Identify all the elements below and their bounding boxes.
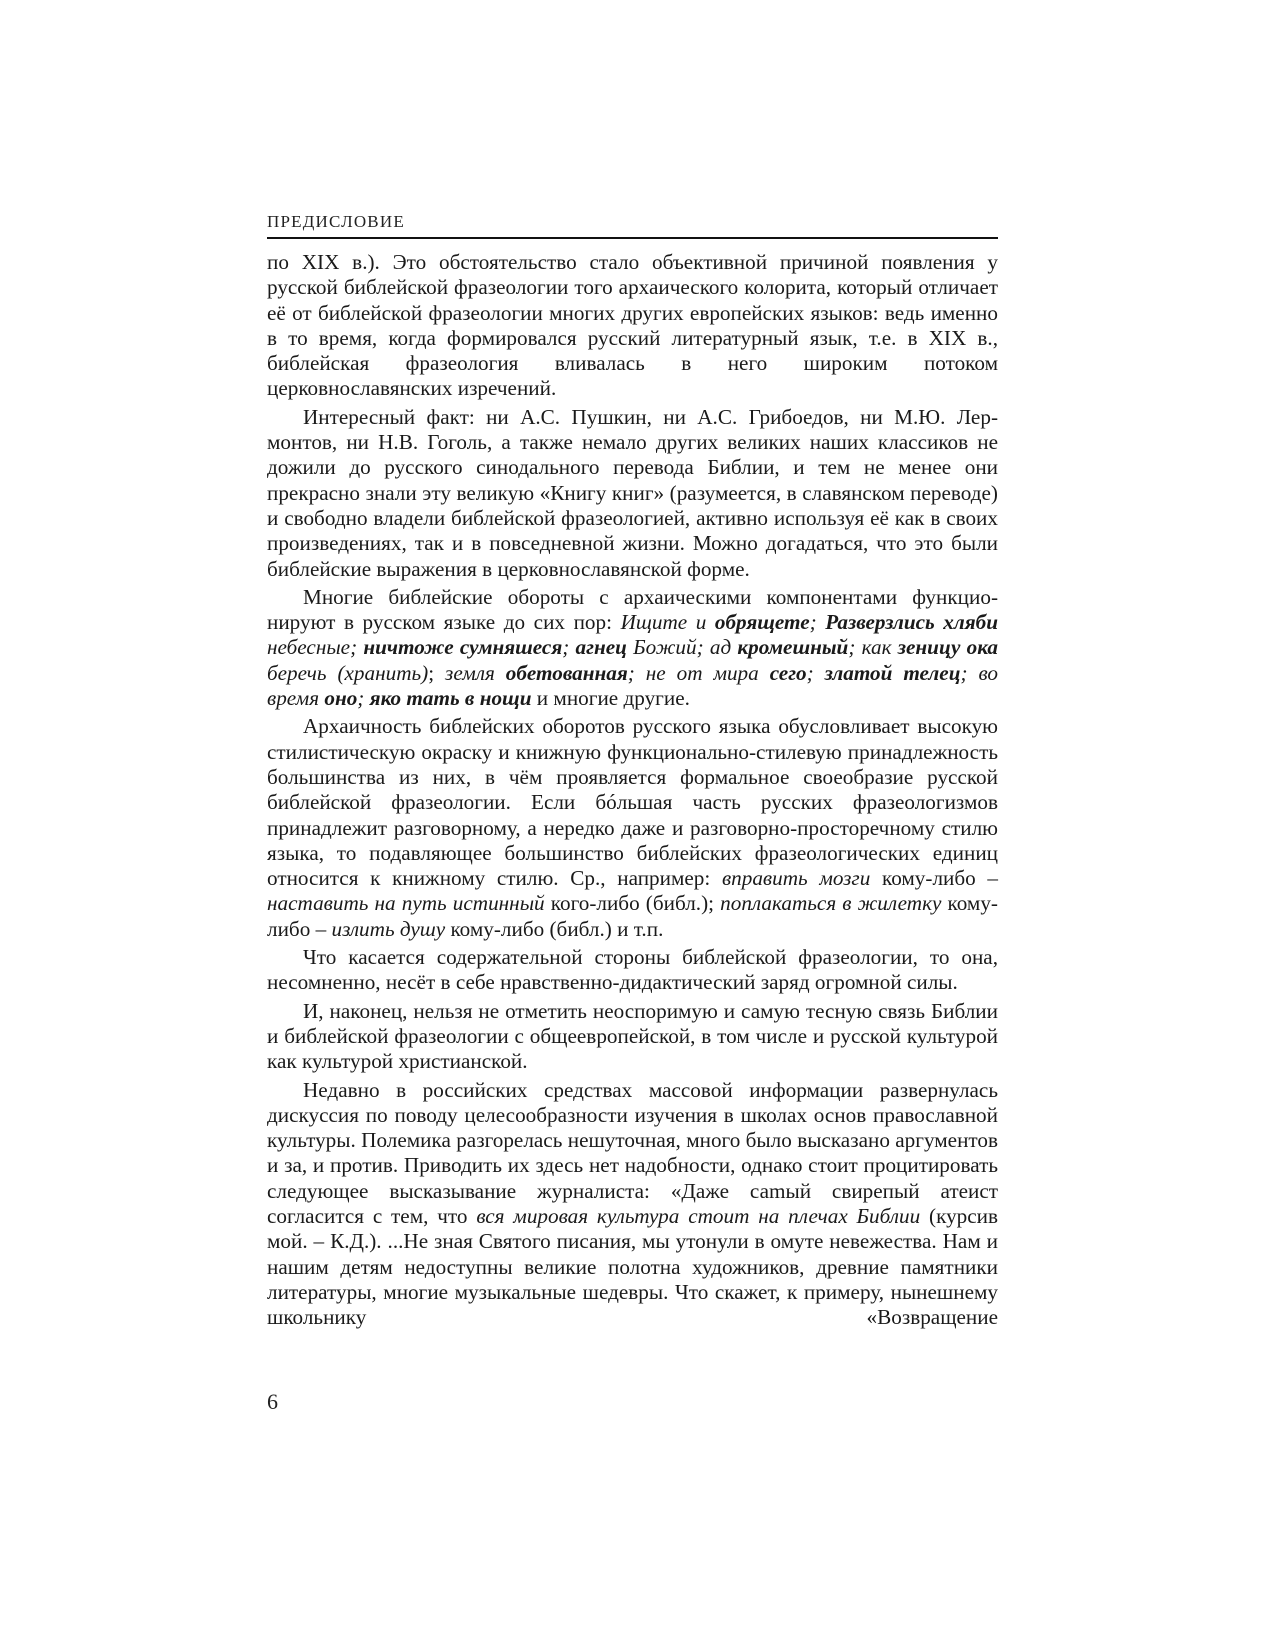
phrase-bold-italic: оно bbox=[324, 686, 358, 711]
phrase-bold-italic: сего bbox=[769, 660, 807, 685]
phrase-bold-italic: златой телец bbox=[824, 660, 961, 685]
paragraph-2: Интересный факт: ни А.С. Пушкин, ни А.С. Грибоедов, ни М.Ю. Лермонтов, ни Н.В. Гоголь, а также немало других великих наших классиков не дожили до русского синодального перевода Библии, и тем не менее они прекрасно знали эту великую «Книгу книг» (разумеется, в славянском переводе) и свободно владели библейской фразеологией, активно используя её как в своих произведениях, так и в повседневной жизни. Можно догадаться, что это были библейские выражения в церковнославянской форме. bbox=[267, 404, 998, 581]
phrase-bold-italic: Разверзлись хляби bbox=[825, 610, 999, 635]
phrase-italic: ; как bbox=[848, 635, 898, 660]
plain-text: Многие библейские обороты с архаическими компонентами функционируют в русском языке до сих пор: bbox=[267, 584, 998, 635]
punctuation: ; bbox=[428, 660, 446, 685]
phrase-italic: излить душу bbox=[331, 916, 446, 941]
phrase-italic: беречь (хранить) bbox=[267, 660, 429, 685]
paragraph-5: Что касается содержательной стороны библейской фразеологии, то она, несомненно, несёт в себе нравственно-дидактический заряд огромной силы. bbox=[267, 945, 998, 995]
phrase-bold-italic: зеницу ока bbox=[897, 635, 999, 660]
phrase-italic: Божий; ад bbox=[626, 635, 738, 660]
plain-text: кому-либо – bbox=[267, 891, 998, 941]
plain-text: кого-либо (библ.); bbox=[544, 891, 721, 916]
plain-text: Недавно в российских средствах массовой информации развернулась дискуссия по поводу целесообразности изучения в школах основ православной культуры. Полемика разгорелась нешуточная, много было высказано аргументов и за, и против. Приводить их здесь нет надобности, однако стоит процитировать следующее высказывание журналиста: «Даже саmый свирепый атеист согласится с тем, что bbox=[267, 1077, 998, 1228]
phrase-bold-italic: яко тать в нощи bbox=[369, 686, 532, 711]
phrase-bold-italic: агнец bbox=[575, 635, 627, 660]
paragraph-1: по XIX в.). Это обстоятельство стало объективной причиной появления у русской библейской фразеологии того архаического колорита, который отличает её от библейской фразеологии многих других европейских языков: ведь именно в то время, когда формировался русский литературный язык, т.е. в XIX в., библейская фразеология вливалась в него широким потоком церковнославянских изречений. bbox=[267, 250, 998, 401]
phrase-italic: небесные; bbox=[267, 635, 364, 660]
phrase-italic: ; не от мира bbox=[627, 660, 770, 685]
phrase-italic: земля bbox=[445, 660, 506, 685]
paragraph-6: И, наконец, нельзя не отметить неоспоримую и самую тесную связь Библии и библейской фразеологии с общеевропейской, в том числе и русской культурой как культурой христианской. bbox=[267, 998, 998, 1074]
paragraph-7 bbox=[267, 1078, 998, 1331]
page-number: 6 bbox=[267, 1389, 278, 1414]
phrase-italic: наставить на путь истинный bbox=[267, 891, 545, 916]
phrase-bold-italic: обетованная bbox=[505, 660, 628, 685]
punctuation: ; bbox=[806, 660, 825, 685]
phrase-italic: ; во время bbox=[267, 660, 998, 711]
plain-text: кому-либо – bbox=[870, 866, 998, 891]
paragraph-3 bbox=[267, 585, 998, 711]
phrase-bold-italic: обрящете bbox=[714, 610, 810, 635]
plain-text: (курсив мой. – К.Д.). ...Не зная Святого писания, мы утонули в омуте невежества. Нам и нашим детям недоступны великие полотна художников, древние памятники литературы, многие музыкальные шедевры. Что скажет, к примеру, нынешнему школьнику «Возвращение bbox=[267, 1203, 999, 1330]
punctuation: ; bbox=[562, 635, 576, 660]
plain-text: кому-либо (библ.) и т.п. bbox=[445, 916, 664, 941]
punctuation: ; bbox=[809, 610, 826, 635]
phrase-italic: поплакаться в жилетку bbox=[720, 891, 942, 916]
phrase-bold-italic: кромешный bbox=[737, 635, 849, 660]
body-text bbox=[267, 250, 998, 1333]
punctuation: ; bbox=[357, 686, 370, 711]
plain-text: и многие другие. bbox=[531, 686, 690, 711]
paragraph-4 bbox=[267, 714, 998, 942]
running-head: ПРЕДИСЛОВИЕ bbox=[267, 212, 405, 231]
phrase-italic: Ищите и bbox=[620, 610, 715, 635]
header-rule bbox=[267, 237, 998, 239]
phrase-italic: вся мировая культура стоит на плечах Библии bbox=[476, 1203, 921, 1228]
phrase-italic: вправить мозги bbox=[721, 866, 871, 891]
plain-text: Архаичность библейских оборотов русского языка обусловливает высокую стилистическую окраску и книжную функционально-стилевую принадлежность большинства из них, в чём проявляется формальное своеобразие русской библейской фразеологии. Если бóльшая часть русских фразеологизмов принадлежит разговорному, а нередко даже и разговорно-просторечному стилю языка, то подавляющее большинство библейских фразеологических единиц относится к книжному стилю. Ср., например: bbox=[267, 714, 998, 891]
phrase-bold-italic: ничтоже сумняшеся bbox=[363, 635, 563, 660]
